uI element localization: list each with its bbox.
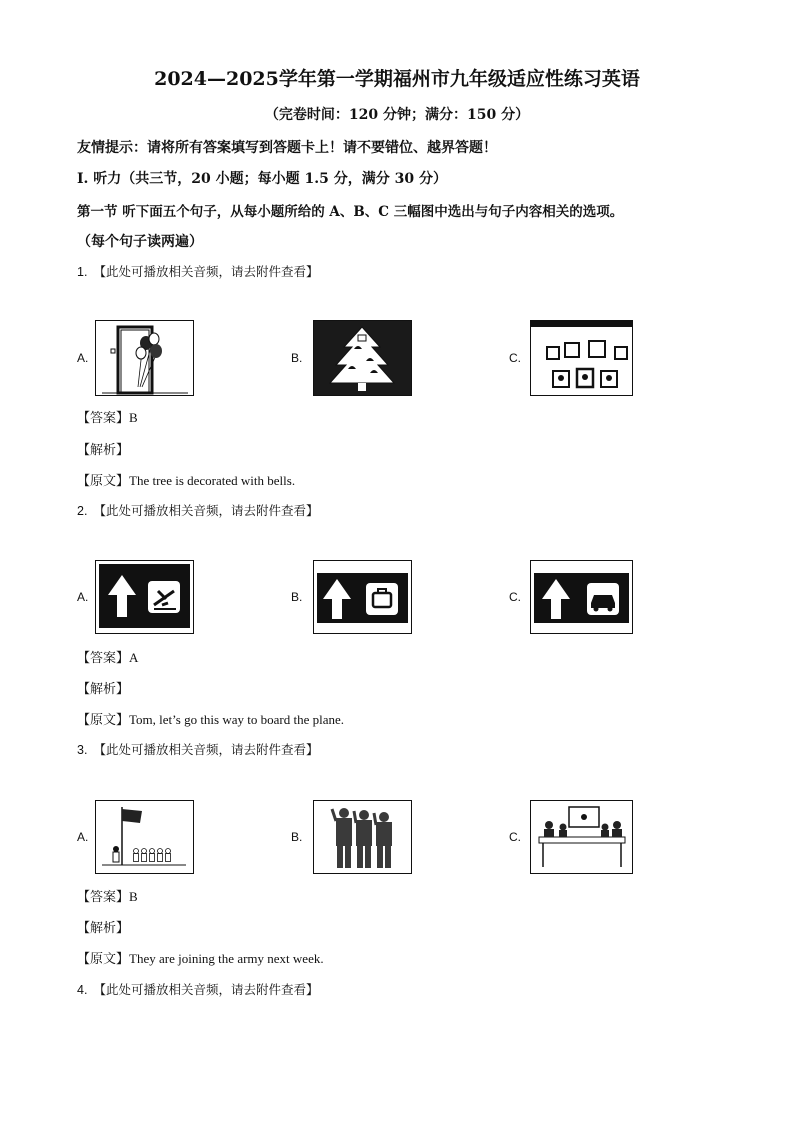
option-label: B. (291, 830, 303, 844)
option-label: B. (291, 351, 303, 365)
saluting-soldiers-icon[interactable] (313, 800, 412, 874)
listening-section-title: Ⅰ. 听力（共三节，20 小题；每小题 1.5 分，满分 30 分） (77, 171, 447, 187)
original-line (77, 470, 295, 489)
exam-duration-score: （完卷时间：120 分钟；满分：150 分） (264, 107, 530, 123)
option-label: A. (77, 351, 89, 365)
audio-placeholder[interactable]: 【此处可播放相关音频，请去附件查看】 (93, 742, 319, 757)
picture-frames-wall-icon[interactable] (530, 320, 633, 396)
original-tag: 【原文】 (77, 474, 130, 489)
answer-value: A (129, 650, 139, 665)
audio-placeholder[interactable]: 【此处可播放相关音频，请去附件查看】 (93, 264, 319, 279)
answer-line (77, 647, 138, 666)
analysis-tag: 【解析】 (77, 682, 130, 697)
arrow-luggage-sign-icon[interactable] (313, 560, 412, 634)
question-number: 4. (77, 983, 88, 997)
audio-placeholder[interactable]: 【此处可播放相关音频，请去附件查看】 (93, 503, 319, 518)
question-number: 2. (77, 504, 88, 518)
option-label: C. (509, 351, 521, 365)
answer-value: B (129, 889, 138, 904)
question-number: 1. (77, 265, 88, 279)
answer-line (77, 407, 138, 426)
analysis-tag: 【解析】 (77, 921, 130, 936)
option-label: A. (77, 830, 89, 844)
option-label: B. (291, 590, 303, 604)
original-tag: 【原文】 (77, 713, 130, 728)
meeting-room-icon[interactable] (530, 800, 633, 874)
question-1 (77, 262, 318, 280)
answer-value: B (129, 410, 138, 425)
answer-tag: 【答案】 (77, 651, 130, 666)
arrow-car-sign-icon[interactable] (530, 560, 633, 634)
part1-instruction: 第一节 听下面五个句子，从每小题所给的 A、B、C 三幅图中选出与句子内容相关的选项。 (77, 204, 624, 220)
question-number: 3. (77, 743, 88, 757)
audio-placeholder[interactable]: 【此处可播放相关音频，请去附件查看】 (93, 982, 319, 997)
original-text: Tom, let’s go this way to board the plane. (129, 712, 345, 727)
answer-tag: 【答案】 (77, 890, 130, 905)
answer-line (77, 886, 138, 905)
christmas-tree-with-bells-icon[interactable] (313, 320, 412, 396)
option-label: C. (509, 590, 521, 604)
answer-tag: 【答案】 (77, 411, 130, 426)
question-2 (77, 501, 318, 519)
original-text: They are joining the army next week. (129, 951, 324, 966)
question-3 (77, 740, 318, 758)
original-line (77, 948, 324, 967)
original-line (77, 709, 344, 728)
friendly-tip: 友情提示：请将所有答案填写到答题卡上！请不要错位、越界答题！ (77, 140, 497, 156)
page-title: 2024—2025学年第一学期福州市九年级适应性练习英语 (154, 68, 640, 90)
door-with-balloons-icon[interactable] (95, 320, 194, 396)
analysis-tag: 【解析】 (77, 443, 130, 458)
option-label: C. (509, 830, 521, 844)
original-tag: 【原文】 (77, 952, 130, 967)
arrow-airplane-sign-icon[interactable] (95, 560, 194, 634)
flag-raising-ceremony-icon[interactable] (95, 800, 194, 874)
part1-note: （每个句子读两遍） (77, 234, 203, 250)
option-label: A. (77, 590, 89, 604)
question-4 (77, 980, 318, 998)
original-text: The tree is decorated with bells. (129, 473, 296, 488)
